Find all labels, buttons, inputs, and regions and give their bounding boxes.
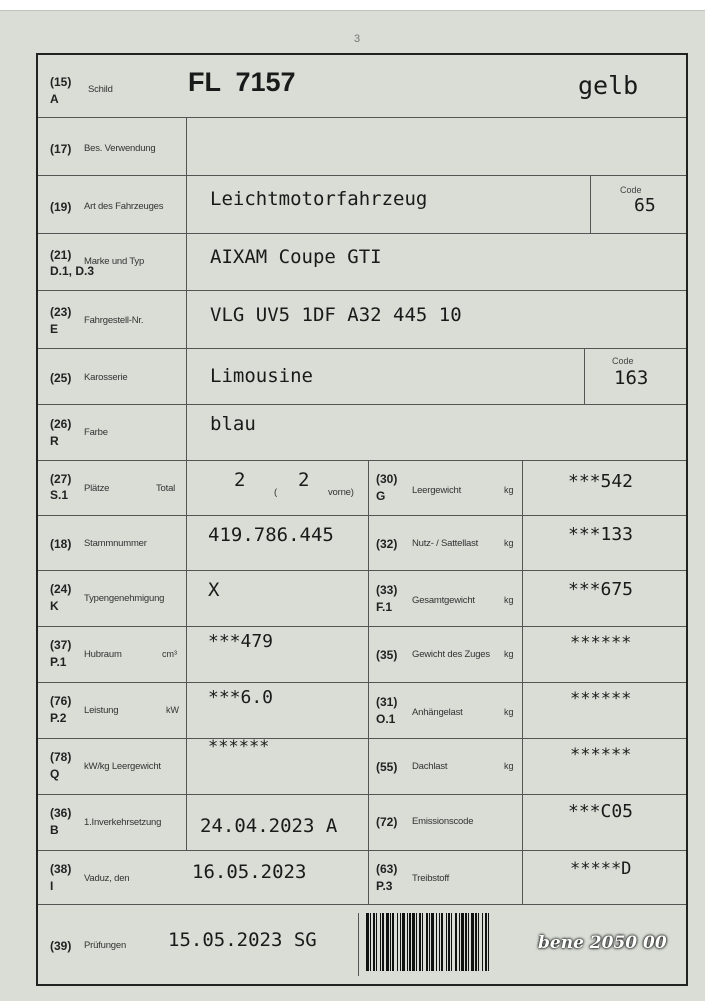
field-sub: S.1 (50, 488, 69, 502)
field-sub: G (376, 489, 386, 503)
field-number: (32) (376, 537, 398, 551)
field-label: Gesamtgewicht (412, 595, 475, 606)
field-value: 16.05.2023 (192, 861, 307, 883)
registration-form (36, 53, 688, 986)
row-type-approval-gross-weight (38, 571, 686, 627)
field-number: (38) (50, 862, 72, 876)
field-number: (26) (50, 417, 72, 431)
field-number: (31) (376, 695, 398, 709)
row-place-date-fuel (38, 851, 686, 905)
code-value: 65 (634, 195, 656, 216)
field-label: Typengenehmigung (84, 593, 165, 604)
field-number: (21) (50, 248, 72, 262)
field-label: Emissionscode (412, 816, 474, 827)
field-sub: E (50, 322, 59, 336)
barcode-gap (489, 913, 491, 971)
row-first-registration-emission (38, 795, 686, 851)
field-sub: Q (50, 767, 60, 781)
field-number: (25) (50, 371, 72, 385)
field-label: Vaduz, den (84, 873, 130, 884)
field-label: Treibstoff (412, 873, 450, 884)
field-label: Farbe (84, 427, 108, 438)
field-number: (78) (50, 750, 72, 764)
seats-front: 2 (298, 469, 310, 491)
seats-total: 2 (234, 469, 246, 491)
field-number: (39) (50, 939, 72, 953)
field-value: ***C05 (568, 801, 634, 822)
plate-color: gelb (578, 71, 639, 100)
field-value: ****** (208, 737, 270, 757)
code-label: Code (612, 356, 634, 366)
field-number: (55) (376, 760, 398, 774)
field-sub: P.3 (376, 879, 393, 893)
field-label: Art des Fahrzeuges (84, 201, 164, 212)
code-label: Code (620, 185, 642, 195)
field-number: (35) (376, 648, 398, 662)
row-inspections (38, 905, 686, 984)
field-label: kW/kg Leergewicht (84, 761, 161, 772)
seats-paren: ( (274, 487, 277, 498)
field-label: Karosserie (84, 372, 128, 383)
field-unit: kg (504, 707, 514, 717)
field-unit: kg (504, 485, 514, 495)
field-number: (33) (376, 583, 398, 597)
field-unit: kW (166, 705, 179, 715)
field-number: (76) (50, 694, 72, 708)
field-value: 419.786.445 (208, 524, 334, 546)
row-body (38, 349, 686, 405)
field-sub: P.1 (50, 655, 67, 669)
field-value: 15.05.2023 SG (168, 929, 317, 951)
row-master-number-payload (38, 516, 686, 571)
field-label: Hubraum (84, 649, 122, 660)
field-number: (36) (50, 806, 72, 820)
field-value: ***542 (568, 471, 634, 492)
field-number: (72) (376, 815, 398, 829)
field-label-total: Total (156, 483, 176, 494)
field-label: Bes. Verwendung (84, 143, 156, 154)
field-value: ***133 (568, 524, 634, 545)
field-value: ***479 (208, 631, 274, 652)
row-plate (38, 55, 686, 118)
field-number: (37) (50, 638, 72, 652)
field-label: Schild (88, 84, 113, 95)
field-sub: I (50, 879, 54, 893)
row-chassis (38, 291, 686, 349)
row-make-type (38, 234, 686, 291)
field-value: Limousine (210, 365, 313, 387)
field-sub: B (50, 823, 59, 837)
field-number: (17) (50, 142, 72, 156)
row-seats-empty-weight (38, 461, 686, 516)
field-value: ****** (570, 745, 632, 765)
field-number: (23) (50, 305, 72, 319)
field-value: AIXAM Coupe GTI (210, 246, 382, 268)
code-value: 163 (614, 367, 649, 389)
field-unit: kg (504, 538, 514, 548)
field-label: Stammnummer (84, 538, 147, 549)
field-label: 1.Inverkehrsetzung (84, 817, 162, 828)
field-sub: A (50, 92, 59, 106)
field-value: ***6.0 (208, 687, 274, 708)
field-label: Prüfungen (84, 940, 127, 951)
row-power-weight-roof-load (38, 739, 686, 795)
field-unit: kg (504, 649, 514, 659)
row-power-trailer-load (38, 683, 686, 739)
field-label: Fahrgestell-Nr. (84, 315, 144, 326)
row-vehicle-type (38, 176, 686, 234)
field-value: VLG UV5 1DF A32 445 10 (210, 304, 462, 326)
field-number: (27) (50, 472, 72, 486)
field-unit: kg (504, 761, 514, 771)
field-label: Marke und Typ (84, 256, 145, 267)
field-value: *****D (570, 859, 632, 879)
field-number: (15) (50, 75, 72, 89)
field-sub: K (50, 599, 59, 613)
field-label: Plätze (84, 483, 110, 494)
field-value: ****** (570, 633, 632, 653)
field-sub: P.2 (50, 711, 67, 725)
field-label: Leergewicht (412, 485, 462, 496)
field-label: Leistung (84, 705, 119, 716)
field-number: (24) (50, 582, 72, 596)
field-number: (19) (50, 200, 72, 214)
field-number: (18) (50, 537, 72, 551)
field-sub: R (50, 434, 59, 448)
field-sub: F.1 (376, 600, 393, 614)
field-sub: O.1 (376, 712, 396, 726)
field-unit: cm³ (162, 649, 177, 659)
field-label: Dachlast (412, 761, 448, 772)
row-special-use (38, 118, 686, 176)
field-value: blau (210, 413, 256, 435)
field-number: (30) (376, 472, 398, 486)
plate-number: FL 7157 (188, 67, 296, 97)
barcode-overlay-text: bene 2050 00 (538, 933, 667, 953)
row-displacement-train-weight (38, 627, 686, 683)
field-unit: kg (504, 595, 514, 605)
field-value: Leichtmotorfahrzeug (210, 188, 428, 210)
page-number: 3 (354, 33, 361, 45)
field-label: Nutz- / Sattellast (412, 538, 479, 549)
field-number: (63) (376, 862, 398, 876)
field-value: ****** (570, 689, 632, 709)
field-value: ***675 (568, 579, 634, 600)
field-label: Anhängelast (412, 707, 463, 718)
row-color (38, 405, 686, 461)
seats-front-label: vorne) (328, 487, 354, 498)
field-value: 24.04.2023 A (200, 815, 338, 837)
field-label: Gewicht des Zuges (412, 649, 490, 660)
field-sub: D.1, D.3 (50, 264, 95, 278)
document-sheet (0, 10, 705, 1001)
field-value: X (208, 579, 220, 601)
